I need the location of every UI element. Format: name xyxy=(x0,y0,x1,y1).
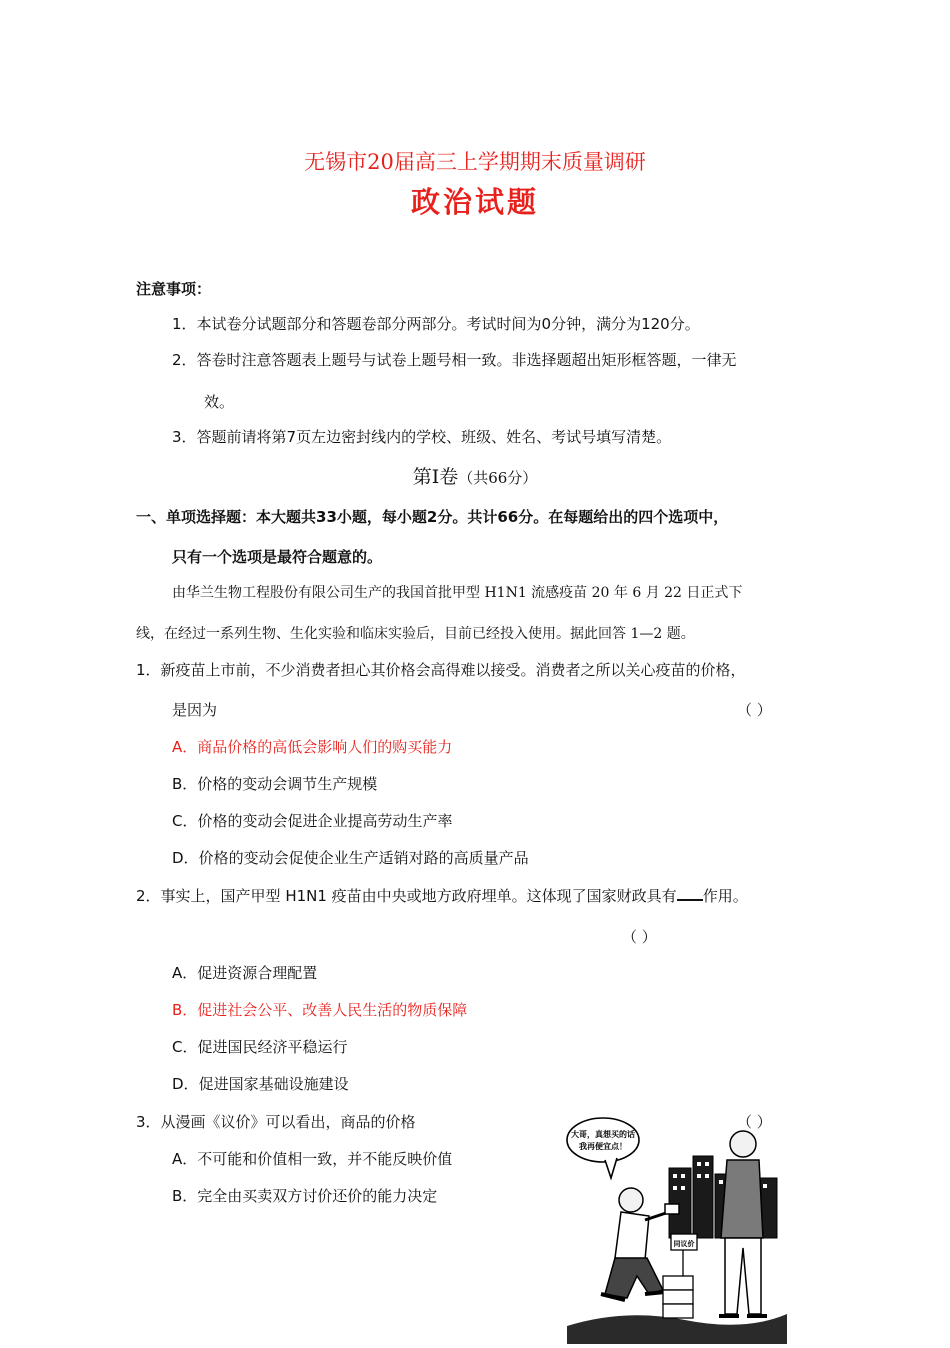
bubble-text-2: 我再便宜点！ xyxy=(579,1142,627,1151)
exam-title: 政治试题 xyxy=(410,185,539,219)
passage-line-2: 线，在经过一系列生物、生化实验和临床实验后，目前已经投入使用。据此回答 1—2 题。 xyxy=(136,626,695,642)
notice-item-2 xyxy=(172,349,737,370)
exam-title-line1: 无锡市20届高三上学期期末质量调研 xyxy=(304,150,646,174)
bubble-text-1: 大哥，真想买的话 xyxy=(571,1130,635,1139)
speech-bubble xyxy=(567,1118,639,1178)
question-number: 2． xyxy=(136,887,161,905)
question-1-option-b[interactable] xyxy=(172,773,377,794)
question-3-stem xyxy=(136,1111,416,1132)
option-text: 价格的变动会促使企业生产适销对路的高质量产品 xyxy=(198,849,529,867)
option-text: 价格的变动会促进企业提高劳动生产率 xyxy=(197,812,453,830)
question-1-stem-continued: 是因为 xyxy=(172,701,218,719)
notice-item-number: 1． xyxy=(172,315,197,333)
buyer-figure xyxy=(719,1131,767,1316)
question-2-answer-paren: （ ） xyxy=(622,928,657,946)
section-title xyxy=(0,462,950,489)
option-text: 促进国家基础设施建设 xyxy=(198,1075,349,1093)
option-text: 促进资源合理配置 xyxy=(197,964,318,982)
option-label: B． xyxy=(172,775,198,793)
section-title-note: （共66分） xyxy=(458,469,538,487)
question-2-option-b[interactable] xyxy=(172,999,467,1020)
question-3-option-a[interactable] xyxy=(172,1148,452,1169)
option-text: 商品价格的高低会影响人们的购买能力 xyxy=(197,738,453,756)
notice-item-2-continued: 效。 xyxy=(204,393,235,411)
notice-item-text: 答题前请将第7页左边密封线内的学校、班级、姓名、考试号填写清楚。 xyxy=(196,428,672,446)
notice-item-number: 3． xyxy=(172,428,197,446)
notice-heading: 注意事项： xyxy=(136,280,212,298)
part-heading: 一、单项选择题：本大题共33小题，每小题2分。共计66分。在每题给出的四个选项中， xyxy=(136,508,729,526)
question-1-answer-paren: （ ） xyxy=(737,701,772,719)
bargaining-cartoon xyxy=(565,1108,790,1344)
fill-in-blank xyxy=(677,885,703,901)
notice-item-text: 本试卷分试题部分和答题卷部分两部分。考试时间为0分钟，满分为120分。 xyxy=(196,315,700,333)
notice-item-1 xyxy=(172,313,700,334)
question-1-option-c[interactable] xyxy=(172,810,453,831)
section-title-main: 第Ⅰ卷 xyxy=(412,466,459,488)
question-2-option-a[interactable] xyxy=(172,962,317,983)
option-label: C． xyxy=(172,812,198,830)
question-1-option-d[interactable] xyxy=(172,847,529,868)
option-label: A． xyxy=(172,738,198,756)
notice-item-text: 答卷时注意答题表上题号与试卷上题号相一致。非选择题超出矩形框答题，一律无 xyxy=(196,351,737,369)
option-text: 促进国民经济平稳运行 xyxy=(197,1038,348,1056)
question-1-option-a[interactable] xyxy=(172,736,452,757)
part-heading-continued: 只有一个选项是最符合题意的。 xyxy=(172,548,383,566)
passage-line-1: 由华兰生物工程股份有限公司生产的我国首批甲型 H1N1 流感疫苗 20 年 6 月 22 日正式下 xyxy=(172,585,743,601)
option-label: A． xyxy=(172,1150,198,1168)
option-label: D． xyxy=(172,1075,199,1093)
question-2-stem xyxy=(136,885,748,906)
question-2-option-c[interactable] xyxy=(172,1036,348,1057)
option-label: D． xyxy=(172,849,199,867)
goods-stack xyxy=(663,1234,697,1318)
question-stem-text-after: 作用。 xyxy=(702,887,748,905)
question-number: 3． xyxy=(136,1113,161,1131)
question-3-answer-paren: （ ） xyxy=(737,1113,772,1131)
option-text: 促进社会公平、改善人民生活的物质保障 xyxy=(197,1001,468,1019)
question-1-stem xyxy=(136,659,746,680)
question-3-option-b[interactable] xyxy=(172,1185,437,1206)
option-text: 不可能和价值相一致，并不能反映价值 xyxy=(197,1150,453,1168)
option-text: 完全由买卖双方讨价还价的能力决定 xyxy=(197,1187,438,1205)
notice-item-number: 2． xyxy=(172,351,197,369)
option-text: 价格的变动会调节生产规模 xyxy=(197,775,378,793)
option-label: B． xyxy=(172,1187,198,1205)
notice-item-3 xyxy=(172,426,671,447)
question-number: 1． xyxy=(136,661,161,679)
question-stem-text: 新疫苗上市前，不少消费者担心其价格会高得难以接受。消费者之所以关心疫苗的价格， xyxy=(160,661,746,679)
goods-sign-text: 同议价 xyxy=(673,1240,695,1248)
option-label: B． xyxy=(172,1001,198,1019)
question-2-option-d[interactable] xyxy=(172,1073,349,1094)
question-stem-text: 从漫画《议价》可以看出，商品的价格 xyxy=(160,1113,416,1131)
option-label: A． xyxy=(172,964,198,982)
option-label: C． xyxy=(172,1038,198,1056)
question-stem-text: 事实上，国产甲型 H1N1 疫苗由中央或地方政府埋单。这体现了国家财政具有 xyxy=(160,887,677,905)
